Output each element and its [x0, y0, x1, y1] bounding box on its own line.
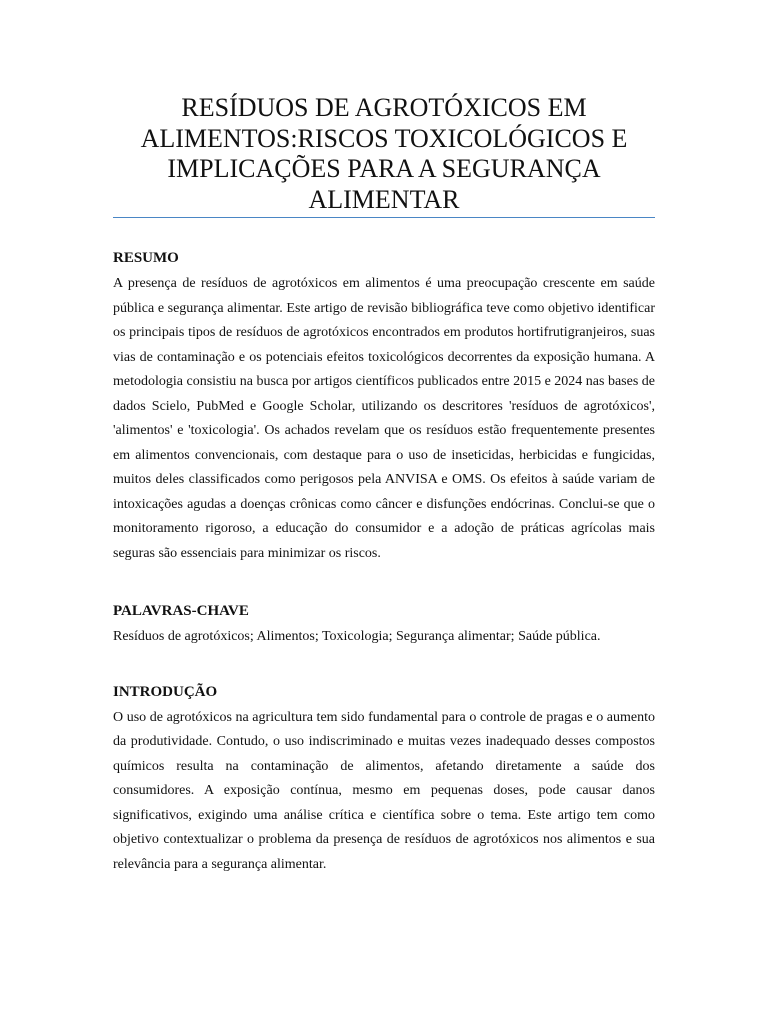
keywords-heading: PALAVRAS-CHAVE: [113, 603, 249, 619]
abstract-text: A presença de resíduos de agrotóxicos em alimentos é uma preocupação crescente em saúde pública e segurança alimentar. Este artigo de revisão bibliográfica teve como objetivo identificar os principais tipos de resíduos de agrotóxicos encontrados em produtos hortifrutigranjeiros, suas vias de contaminação e os potenciais efeitos toxicológicos decorrentes da exposição humana. A metodologia consistiu na busca por artigos científicos publicados entre 2015 e 2024 nas bases de dados Scielo, PubMed e Google Scholar, utilizando os descritores 'resíduos de agrotóxicos', 'alimentos' e 'toxicologia'. Os achados revelam que os resíduos estão frequentemente presentes em alimentos convencionais, com destaque para o uso de inseticidas, herbicidas e fungicidas, muitos deles classificados como perigosos pela ANVISA e OMS. Os efeitos à saúde variam de intoxicações agudas a doenças crônicas como câncer e disfunções endócrinas. Conclui-se que o monitoramento rigoroso, a educação do consumidor e a adoção de práticas agrícolas mais seguras são essenciais para minimizar os riscos.: [113, 276, 655, 561]
title-divider: [113, 217, 655, 218]
introduction-heading: INTRODUÇÃO: [113, 683, 218, 700]
keywords-text: Resíduos de agrotóxicos; Alimentos; Toxicologia; Segurança alimentar; Saúde pública.: [113, 629, 601, 644]
abstract-heading: RESUMO: [113, 250, 179, 266]
introduction-text: O uso de agrotóxicos na agricultura tem sido fundamental para o controle de pragas e o aumento da produtividade. Contudo, o uso indiscriminado e muitas vezes inadequado desses compostos químicos resulta na contaminação de alimentos, afetando diretamente a saúde dos consumidores. A exposição contínua, mesmo em pequenas doses, pode causar danos significativos, exigindo uma análise crítica e científica sobre o tema. Este artigo tem como objetivo contextualizar o problema da presença de resíduos de agrotóxicos nos alimentos e sua relevância para a segurança alimentar.: [113, 709, 655, 872]
document-page: [113, 0, 655, 877]
document-title: RESÍDUOS DE AGROTÓXICOS EM ALIMENTOS:RISCOS TOXICOLÓGICOS E IMPLICAÇÕES PARA A SEGURANÇA ALIMENTAR: [140, 93, 628, 214]
